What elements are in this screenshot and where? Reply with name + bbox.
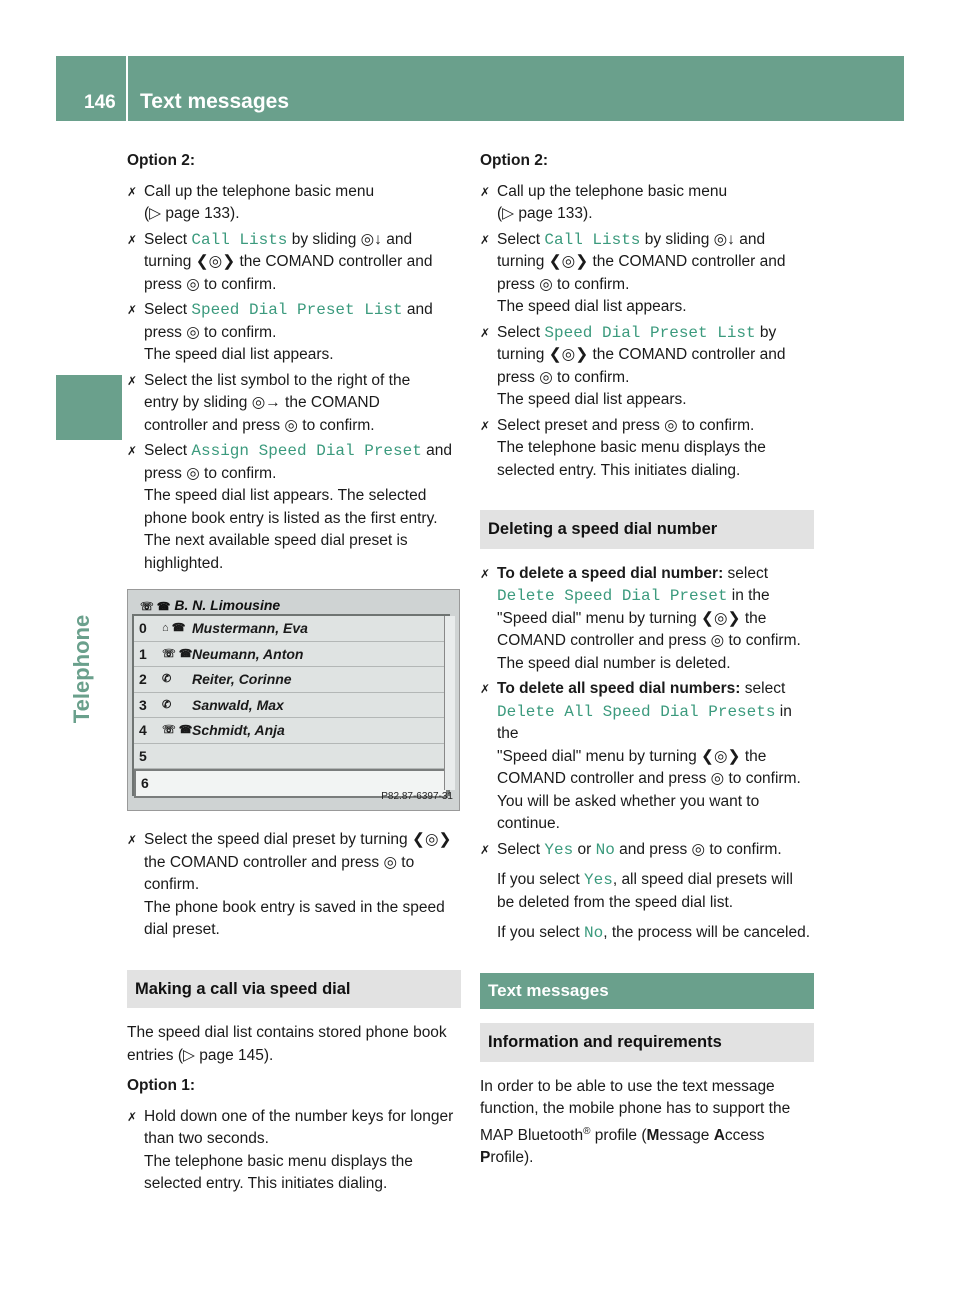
display-screenshot: [127, 589, 460, 811]
arrow-icon: ✗: [480, 325, 491, 340]
paragraph: In order to be able to use the text message function, the mobile phone has to support the MAP Bluetooth® profile (Message Access Profile).: [480, 1077, 791, 1167]
step: ✗ Select preset and press ◎ to confirm. The telephone basic menu displays the selected entry. This initiates dialing.: [480, 416, 766, 479]
step: ✗ Select Yes or No and press ◎ to confirm. If you select Yes, all speed dial presets will be deleted from the speed dial list. If you select No, the process will be canceled.: [480, 840, 810, 942]
header-divider: [126, 56, 128, 121]
option-heading: Option 1:: [127, 1077, 196, 1094]
option-heading: Option 2:: [127, 152, 196, 169]
list-item: 3 ✆ Sanwald, Max: [134, 693, 448, 719]
menu-item-call-lists: Call Lists: [544, 230, 641, 249]
right-column: [480, 150, 814, 1178]
section-heading: Making a call via speed dial: [127, 970, 461, 1009]
section-heading: Information and requirements: [480, 1023, 814, 1062]
menu-item-delete-speed-dial-preset: Delete Speed Dial Preset: [497, 587, 728, 605]
menu-item-assign-speed-dial-preset: Assign Speed Dial Preset: [191, 442, 422, 460]
mobile-icon: ✆: [162, 673, 172, 685]
step: ✗ Select the speed dial preset by turning ❮◎❯ the COMAND controller and press ◎ to confirm. The phone book entry is saved in the speed dial preset.: [127, 831, 452, 938]
section-label: Telephone: [69, 614, 94, 724]
arrow-icon: ✗: [127, 444, 138, 458]
step: ✗ To delete all speed dial numbers: select Delete All Speed Dial Presets in the "Speed dial" menu by turning ❮◎❯ the COMAND controller and press ◎ to confirm. You will be asked whether you want to continue.: [480, 680, 801, 832]
option-heading: Option 2:: [480, 152, 549, 169]
arrow-icon: ✗: [127, 184, 138, 199]
arrow-icon: ✗: [480, 184, 491, 199]
speed-dial-list: [132, 614, 450, 796]
scrollbar: [444, 616, 455, 790]
list-item: 0 ⌂ ☎ Mustermann, Eva: [134, 616, 448, 642]
sidebar: [56, 121, 122, 1211]
step: ✗ Call up the telephone basic menu (▷ page 133).: [480, 182, 728, 222]
step: ✗ Select Speed Dial Preset List by turning ❮◎❯ the COMAND controller and press ◎ to confirm. The speed dial list appears.: [480, 323, 786, 408]
page-number: 146: [84, 92, 116, 113]
step: ✗ Select the list symbol to the right of the entry by sliding ◎→ the COMAND controller and press ◎ to confirm.: [127, 371, 411, 434]
step: ✗ Select Call Lists by sliding ◎↓ and turning ❮◎❯ the COMAND controller and press ◎ to confirm.: [127, 230, 433, 293]
arrow-icon: ✗: [127, 833, 138, 847]
step: ✗ Hold down one of the number keys for longer than two seconds. The telephone basic menu displays the selected entry. This initiates dialing.: [127, 1107, 454, 1192]
arrow-icon: ✗: [480, 842, 491, 857]
list-item-highlighted: 6: [134, 769, 448, 798]
menu-item-call-lists: Call Lists: [191, 230, 288, 249]
paragraph: The speed dial list contains stored phone book entries (▷ page 145).: [127, 1024, 447, 1064]
page-number-box: [56, 56, 126, 121]
option-yes: Yes: [544, 840, 574, 859]
option-no: No: [595, 840, 615, 859]
list-item: 4 ☏ ☎ Schmidt, Anja: [134, 718, 448, 744]
arrow-icon: ✗: [127, 373, 138, 388]
page-header: [56, 56, 904, 121]
step: ✗ Call up the telephone basic menu (▷ page 133).: [127, 182, 375, 222]
arrow-icon: ✗: [480, 232, 491, 247]
menu-item-speed-dial-preset-list: Speed Dial Preset List: [191, 301, 403, 319]
option-no: No: [584, 924, 604, 942]
arrow-icon: ✗: [127, 1109, 138, 1124]
arrow-icon: ✗: [127, 232, 138, 247]
arrow-icon: ✗: [480, 418, 491, 433]
page-title: Text messages: [140, 90, 290, 113]
list-item: 5: [134, 744, 448, 770]
phone-icon: ☏ ☎: [162, 647, 193, 660]
menu-item-speed-dial-preset-list: Speed Dial Preset List: [544, 323, 756, 342]
left-column: [127, 150, 461, 1199]
arrow-icon: ✗: [127, 303, 138, 317]
mobile-icon: ✆: [162, 698, 172, 711]
arrow-icon: ✗: [480, 682, 491, 696]
sidebar-marker: [56, 375, 122, 440]
step: ✗ Select Speed Dial Preset List and press ◎ to confirm. The speed dial list appears.: [127, 301, 433, 363]
menu-item-delete-all-speed-dial-presets: Delete All Speed Dial Presets: [497, 702, 776, 721]
section-heading: Deleting a speed dial number: [480, 510, 814, 549]
list-item: 2 ✆ Reiter, Corinne: [134, 667, 448, 693]
option-yes: Yes: [584, 871, 613, 889]
section-heading-text-messages: Text messages: [480, 973, 814, 1010]
step: ✗ Select Assign Speed Dial Preset and press ◎ to confirm. The speed dial list appears. The selected phone book entry is listed as the first entry. The next available speed dial preset is highlighted.: [127, 442, 452, 572]
step: ✗ Select Call Lists by sliding ◎↓ and turning ❮◎❯ the COMAND controller and press ◎ to confirm. The speed dial list appears.: [480, 230, 786, 315]
list-item: 1 ☏ ☎ Neumann, Anton: [134, 642, 448, 668]
phone-icon: ⌂ ☎: [162, 622, 186, 634]
step: ✗ To delete a speed dial number: select Delete Speed Dial Preset in the "Speed dial" menu by turning ❮◎❯ the COMAND controller and press ◎ to confirm. The speed dial number is deleted.: [480, 564, 801, 672]
arrow-icon: ✗: [480, 566, 491, 581]
phone-icon: ☏ ☎: [162, 724, 193, 736]
figure-reference: P82.87-6397-31: [381, 790, 453, 802]
selected-entry: ☏ ☎ B. N. Limousine: [140, 597, 281, 613]
